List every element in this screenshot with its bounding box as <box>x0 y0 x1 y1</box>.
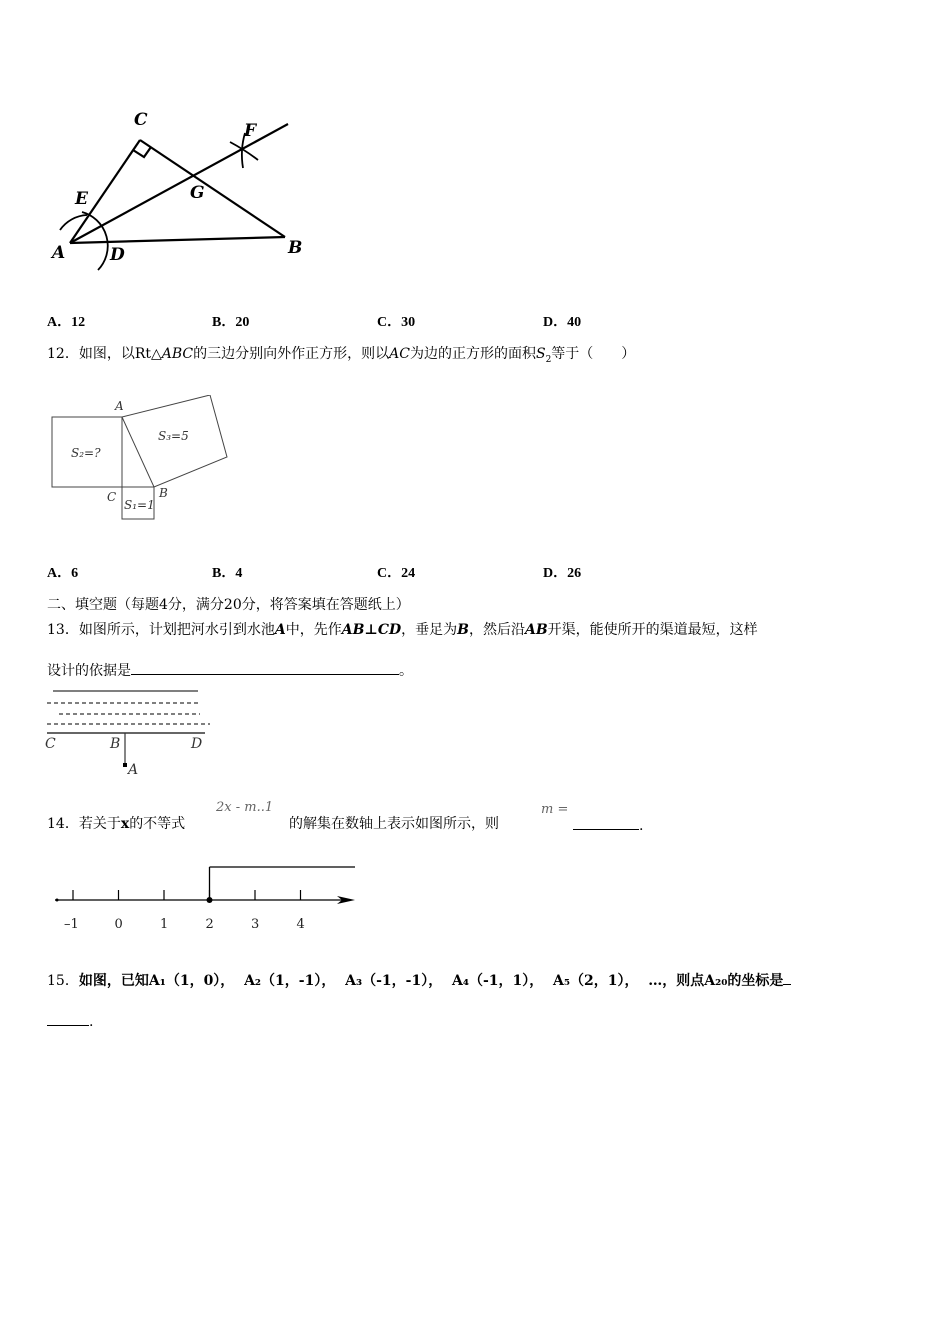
river-label-a: A <box>128 762 139 777</box>
sq-label-a: A <box>115 399 124 413</box>
river-label-c: C <box>45 736 56 752</box>
sq-label-b: B <box>159 486 168 500</box>
q13-question-line2: 设计的依据是 。 <box>47 660 413 680</box>
sq-label-s2: S₂=? <box>71 446 101 460</box>
sq-label-s3: S₃=5 <box>158 429 189 443</box>
solution-endpoint <box>207 897 213 903</box>
sq-label-s1: S₁=1 <box>124 498 155 512</box>
axis-start-dot <box>56 899 59 902</box>
q11-option-d[interactable]: D．40 <box>543 315 582 330</box>
label-e: E <box>75 189 88 209</box>
section-2-heading: 二、填空题（每题4分，满分20分，将答案填在答题纸上） <box>47 597 410 613</box>
label-d: D <box>110 245 125 265</box>
q12-option-c[interactable]: C．24 <box>377 566 416 581</box>
sq-label-c: C <box>107 490 117 504</box>
q12-question: 12．如图，以Rt△ABC的三边分别向外作正方形，则以AC为边的正方形的面积$S_2$等于（ ） <box>47 346 636 365</box>
q12-option-d[interactable]: D．26 <box>543 566 582 581</box>
tick-label--1: –1 <box>64 917 79 932</box>
q14-number-line <box>45 855 365 940</box>
q15-question: 15．如图，已知A₁（1，0）， A₂（1，-1）， A₃（-1，-1）， A₄（-1，1）， A₅（2，1）， …，则点A₂₀的坐标是 <box>47 970 791 990</box>
tick-label-2: 2 <box>205 917 214 932</box>
tick-label-3: 3 <box>251 917 260 932</box>
tick-label-1: 1 <box>160 917 169 932</box>
q14-answer-blank[interactable] <box>573 815 639 830</box>
q13-river-figure <box>45 685 220 777</box>
tick-label-4: 4 <box>296 917 305 932</box>
label-c: C <box>134 110 148 130</box>
tick-label-0: 0 <box>114 917 123 932</box>
label-g: G <box>190 183 205 203</box>
label-a: A <box>52 243 66 263</box>
q11-triangle-figure <box>40 100 310 275</box>
q11-option-a[interactable]: A．12 <box>47 315 86 330</box>
q12-squares-figure <box>45 395 235 525</box>
q14-question: 14．若关于x的不等式 <box>47 816 186 832</box>
q12-option-a[interactable]: A．6 <box>47 566 79 581</box>
q14-inequality: 2x - m..1 <box>216 800 274 815</box>
river-label-d: D <box>191 736 203 752</box>
q11-option-b[interactable]: B．20 <box>212 315 250 330</box>
q15-answer: . <box>47 1011 93 1031</box>
river-label-b: B <box>110 736 121 752</box>
q15-answer-blank[interactable] <box>47 1011 89 1026</box>
q13-answer-blank[interactable] <box>131 660 399 675</box>
q14-question-cont: 的解集在数轴上表示如图所示，则 <box>289 816 499 832</box>
q14-m-equals: m = <box>541 802 569 817</box>
q14-answer: . <box>573 815 643 835</box>
label-b: B <box>288 238 303 258</box>
q12-option-b[interactable]: B．4 <box>212 566 243 581</box>
label-f: F <box>244 121 257 141</box>
q13-question-line1: 13．如图所示，计划把河水引到水池A中，先作AB⊥CD，垂足为B，然后沿AB开渠，能使所开的渠道最短，这样 <box>47 622 758 638</box>
q11-option-c[interactable]: C．30 <box>377 315 416 330</box>
